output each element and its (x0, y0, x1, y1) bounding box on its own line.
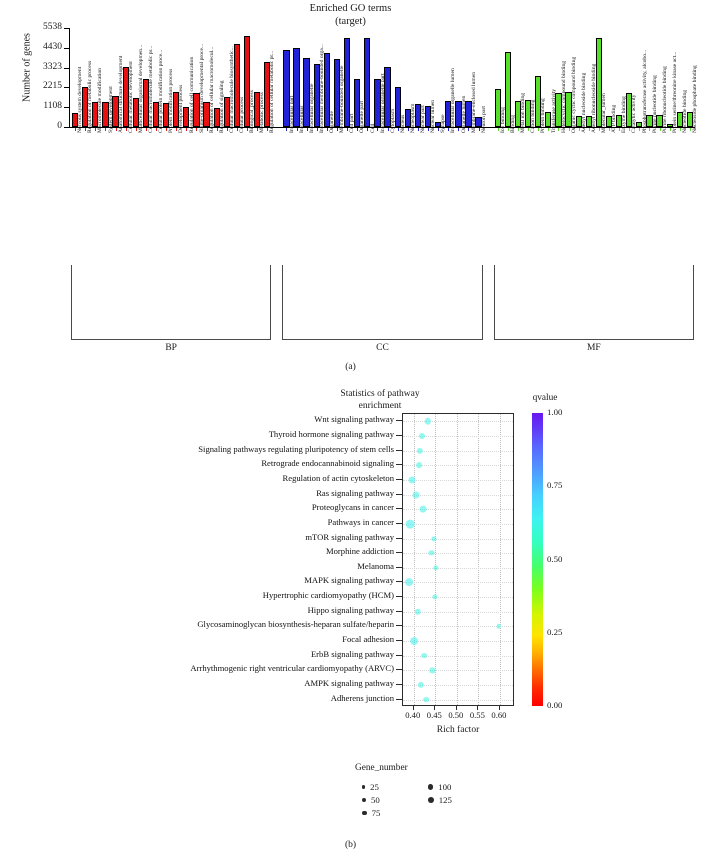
grid-line-horizontal (403, 582, 513, 583)
x-tick (237, 128, 238, 131)
scatter-point (434, 565, 439, 570)
x-tick (398, 128, 399, 131)
scatter-point (419, 506, 426, 513)
x-tick (307, 128, 308, 131)
pathway-label: mTOR signaling pathway (305, 531, 394, 542)
legend-dot (362, 785, 365, 788)
x-tick (438, 128, 439, 131)
panel-b-plot-area (402, 413, 514, 706)
x-tick (670, 128, 671, 131)
category-label: Organelle part (359, 100, 366, 133)
category-label: Transferase activity (550, 88, 557, 133)
grid-line-horizontal (403, 524, 513, 525)
category-label: Cellular metabolic development (127, 61, 134, 133)
pathway-label: Arrhythmogenic right ventricular cardiomyopathy (ARVC) (190, 663, 394, 674)
grid-line-vertical (457, 414, 458, 705)
category-label: Regulation of cellular metabolic pr... (269, 50, 276, 133)
y-tick (396, 464, 402, 465)
x-tick-label: 0.45 (426, 710, 442, 720)
category-label: Intracellular membrane-bounded orga... (318, 44, 325, 133)
y-tick (396, 669, 402, 670)
category-label: Protein binding (540, 98, 547, 133)
category-label: Cellular macromolecule biosynthetic... (229, 46, 235, 133)
legend-dot (428, 797, 434, 803)
x-tick (227, 128, 228, 131)
panel-b-title (280, 388, 480, 412)
category-label: Cellular process (239, 96, 246, 133)
category-label: Cellular macromolecule metabolic pr... (148, 45, 155, 133)
category-label: Purine nucleotide binding (651, 75, 658, 133)
group-label: CC (376, 343, 389, 353)
category-label: Anatomical structure development (117, 55, 124, 133)
grid-line-horizontal (403, 421, 513, 422)
y-tick (396, 538, 402, 539)
y-tick-label: 2215 (43, 81, 62, 92)
category-label: Adenyl ribonucleoside binding (590, 63, 597, 133)
y-tick (396, 640, 402, 641)
category-label: Nucleoside phosphate binding (692, 65, 699, 133)
panel-b-kegg-enrichment (0, 385, 701, 864)
grid-line-vertical (414, 414, 415, 705)
group-label: MF (586, 343, 601, 353)
x-tick (297, 128, 298, 131)
category-label: Nuclear part (420, 105, 427, 133)
pathway-label: Regulation of actin cytoskeleton (282, 472, 394, 483)
category-label: Protein modification process (168, 68, 175, 133)
x-tick (558, 128, 559, 131)
pathway-label: ErbB signaling pathway (310, 648, 394, 659)
x-tick (186, 128, 187, 131)
y-tick (396, 435, 402, 436)
category-label: Purine ribonucleotide binding (661, 66, 668, 133)
pathway-label: AMPK signaling pathway (304, 678, 394, 689)
x-tick (639, 128, 640, 131)
category-label: Protein serine/threonine kinase act... (671, 51, 678, 133)
pathway-label: Wnt signaling pathway (314, 414, 394, 425)
y-tick (396, 494, 402, 495)
pathway-label: Proteoglycans in cancer (311, 502, 394, 513)
colorbar-tick-label: 0.00 (547, 700, 563, 710)
scatter-point (421, 653, 427, 659)
scatter-point (496, 624, 501, 629)
x-tick (589, 128, 590, 131)
y-tick (396, 684, 402, 685)
x-tick (247, 128, 248, 131)
grid-line-horizontal (403, 568, 513, 569)
x-tick (680, 128, 681, 131)
category-label: Binding (510, 114, 517, 133)
panel-b-title-line2: enrichment (358, 401, 402, 411)
x-tick (609, 128, 610, 131)
pathway-label: Thyroid hormone signaling pathway (268, 428, 394, 439)
category-label: Nucleoplasm (409, 103, 416, 133)
y-tick (396, 523, 402, 524)
category-label: Neuron part (480, 106, 487, 133)
x-tick (508, 128, 509, 131)
category-label: ATP binding (611, 104, 618, 133)
scatter-point (417, 448, 423, 454)
x-tick (458, 128, 459, 131)
y-tick-label: 0 (57, 121, 62, 131)
legend-label: 50 (370, 794, 380, 805)
pathway-label: MAPK signaling pathway (304, 575, 394, 586)
grid-line-horizontal (403, 700, 513, 701)
y-tick-label: 1108 (43, 101, 62, 112)
y-tick (396, 625, 402, 626)
pathway-label: Signaling pathways regulating pluripotency of stem cells (198, 443, 394, 454)
category-label: Nervous system development (77, 66, 84, 133)
pathway-label: Retrograde endocannabinoid signaling (261, 458, 394, 469)
panel-a-title-line1: Enriched GO terms (309, 3, 392, 14)
x-tick (518, 128, 519, 131)
y-tick-label: 4430 (43, 41, 62, 52)
x-tick (317, 128, 318, 131)
pathway-label: Pathways in cancer (327, 516, 394, 527)
x-tick (528, 128, 529, 131)
legend-dot (428, 784, 433, 789)
x-tick (498, 128, 499, 131)
category-label: Metabolic process (259, 92, 266, 133)
pathway-label: Glycosaminoglycan biosynthesis-heparan sulfate/heparin (197, 619, 394, 630)
pathway-label: Focal adhesion (342, 634, 394, 645)
category-label: Nuclear lumen (430, 99, 437, 133)
category-label: Single-organism developmental proce... (198, 43, 205, 133)
grid-line-horizontal (403, 670, 513, 671)
y-tick-label: 3323 (43, 61, 62, 72)
category-label: Development process (178, 84, 185, 133)
colorbar-tick-label: 0.75 (547, 480, 563, 491)
pathway-label: Melanoma (357, 560, 394, 571)
category-label: Regulation of metabolic process (87, 60, 94, 133)
category-label: Regulation of signaling (218, 80, 225, 133)
group-bracket (494, 265, 694, 340)
grid-line-horizontal (403, 539, 513, 540)
category-label: Cell (369, 123, 376, 133)
x-tick (388, 128, 389, 131)
legend-dot (362, 811, 367, 816)
category-label: Adenyl nucleoside binding (580, 72, 587, 133)
x-tick (418, 128, 419, 131)
scatter-point (423, 697, 429, 703)
grid-line-vertical (500, 414, 501, 705)
panel-a-go-enrichment (0, 0, 701, 378)
scatter-point (416, 462, 422, 468)
category-label: Metal ion binding (520, 92, 527, 133)
legend-item (362, 781, 379, 792)
legend-item (362, 794, 380, 805)
panel-b-caption: (b) (344, 840, 357, 850)
panel-b-title-line1: Statistics of pathway (340, 389, 420, 399)
category-label: Catalytic activity (631, 94, 638, 133)
legend-label: 25 (370, 781, 379, 792)
x-tick (146, 128, 147, 131)
colorbar-tick-label: 1.00 (547, 407, 563, 417)
x-tick (166, 128, 167, 131)
panel-a-title-line2: (target) (335, 16, 366, 27)
x-tick-label: 0.55 (469, 710, 485, 720)
x-tick (347, 128, 348, 131)
category-label: Molecular_lumen (601, 93, 608, 133)
x-tick (257, 128, 258, 131)
y-tick-label: 5538 (43, 22, 62, 32)
pathway-label: Morphine addiction (325, 546, 394, 557)
y-tick (396, 699, 402, 700)
x-tick (116, 128, 117, 131)
x-tick (105, 128, 106, 131)
x-tick-label: 0.50 (448, 710, 464, 720)
category-label: Biological_process (249, 90, 256, 133)
scatter-point (424, 418, 430, 424)
panel-a-title (0, 2, 701, 28)
legend-item (428, 781, 451, 792)
category-label: Regulation of cell communication (188, 56, 195, 133)
category-label: Intracellular part (288, 95, 295, 133)
category-label: Nucleotide binding (682, 89, 689, 133)
bar (364, 38, 370, 127)
category-label: Membrane-enclosed lumen (470, 71, 477, 133)
panel-a-caption: (a) (345, 362, 356, 372)
scatter-point (406, 520, 415, 529)
scatter-point (406, 579, 414, 587)
category-label: Intracellular (298, 105, 305, 133)
category-label: Organic cyclic compound binding (570, 56, 577, 133)
category-label: System development (107, 86, 114, 133)
x-tick (286, 128, 287, 131)
category-label: Membrane-bounded organelle (339, 65, 346, 133)
scatter-point (429, 551, 434, 556)
grid-line-horizontal (403, 641, 513, 642)
scatter-point (413, 491, 420, 498)
colorbar-tick-label: 0.25 (547, 626, 563, 637)
y-tick (396, 450, 402, 451)
x-tick (548, 128, 549, 131)
x-tick (156, 128, 157, 131)
grid-line-vertical (435, 414, 436, 705)
pathway-label: Ras signaling pathway (316, 487, 394, 498)
category-label: Cytoplasm (389, 108, 396, 133)
x-tick (217, 128, 218, 131)
x-tick-label: 0.40 (405, 710, 421, 720)
panel-a-y-axis-label: Number of genes (21, 33, 33, 102)
category-label: Cellular protein modification proce... (158, 49, 165, 133)
category-label: Regulation of cellular macromolecul... (208, 46, 215, 133)
colorbar-title: qvalue (532, 393, 558, 403)
x-tick (428, 128, 429, 131)
scatter-point (414, 609, 420, 615)
grid-line-horizontal (403, 480, 513, 481)
x-tick (196, 128, 197, 131)
x-tick (136, 128, 137, 131)
gene-number-legend-title: Gene_number (355, 763, 408, 773)
y-tick (396, 479, 402, 480)
grid-line-vertical (478, 414, 479, 705)
grid-line-horizontal (403, 553, 513, 554)
category-label: Intracellular organelle lumen (450, 68, 457, 133)
y-tick (396, 420, 402, 421)
category-label: Cation binding (530, 99, 537, 133)
legend-dot (362, 798, 366, 802)
scatter-point (432, 594, 437, 599)
category-label: Phosphotransferase activity, alcoho... (641, 49, 648, 133)
scatter-point (430, 668, 435, 673)
legend-label: 75 (371, 807, 381, 818)
y-tick (396, 596, 402, 597)
x-tick (126, 128, 127, 131)
group-label: BP (165, 343, 177, 353)
y-tick (396, 655, 402, 656)
x-tick (690, 128, 691, 131)
x-tick (75, 128, 76, 131)
pathway-label: Hippo signaling pathway (307, 604, 394, 615)
category-label: Multicellular organismal developmen... (137, 44, 144, 133)
category-label: Organelle (329, 111, 336, 133)
y-tick (396, 581, 402, 582)
category-label: Intracellular organelle (308, 83, 315, 133)
group-bracket (71, 265, 271, 340)
y-tick (396, 567, 402, 568)
x-tick-label: 0.60 (491, 710, 507, 720)
group-bracket (282, 265, 482, 340)
category-label: Macromolecule modification (97, 67, 104, 133)
category-label: Cell part (349, 113, 356, 133)
legend-item (362, 807, 380, 818)
scatter-point (409, 476, 416, 483)
panel-b-x-axis-label: Rich factor (436, 725, 480, 735)
category-label: Synapse (440, 114, 447, 133)
x-tick (479, 128, 480, 131)
x-tick (579, 128, 580, 131)
legend-label: 100 (438, 781, 452, 792)
x-tick (377, 128, 378, 131)
colorbar-tick-label: 0.50 (547, 553, 563, 564)
grid-line-horizontal (403, 656, 513, 657)
x-tick (327, 128, 328, 131)
x-tick (207, 128, 208, 131)
category-label: Heterocyclic compound binding (560, 60, 567, 133)
category-label: Intracellular organelle part (379, 73, 386, 133)
scatter-point (418, 682, 424, 688)
y-tick (396, 508, 402, 509)
x-tick (649, 128, 650, 131)
x-tick (367, 128, 368, 131)
grid-line-horizontal (403, 597, 513, 598)
scatter-point (419, 433, 425, 439)
x-tick (408, 128, 409, 131)
category-label: Organelle lumen (460, 95, 467, 133)
legend-item (428, 794, 452, 805)
x-tick (660, 128, 661, 131)
qvalue-colorbar (532, 413, 543, 706)
x-tick (569, 128, 570, 131)
x-tick (619, 128, 620, 131)
pathway-label: Hypertrophic cardiomyopathy (HCM) (262, 590, 394, 601)
y-tick (396, 611, 402, 612)
legend-label: 125 (438, 794, 452, 805)
x-tick (599, 128, 600, 131)
scatter-point (410, 637, 418, 645)
category-label: Ion binding (499, 107, 506, 133)
x-tick (468, 128, 469, 131)
category-label: Enzyme binding (621, 96, 628, 133)
y-tick (396, 552, 402, 553)
pathway-label: Adherens junction (330, 692, 394, 703)
x-tick (337, 128, 338, 131)
category-label: Nucleus (399, 114, 406, 133)
